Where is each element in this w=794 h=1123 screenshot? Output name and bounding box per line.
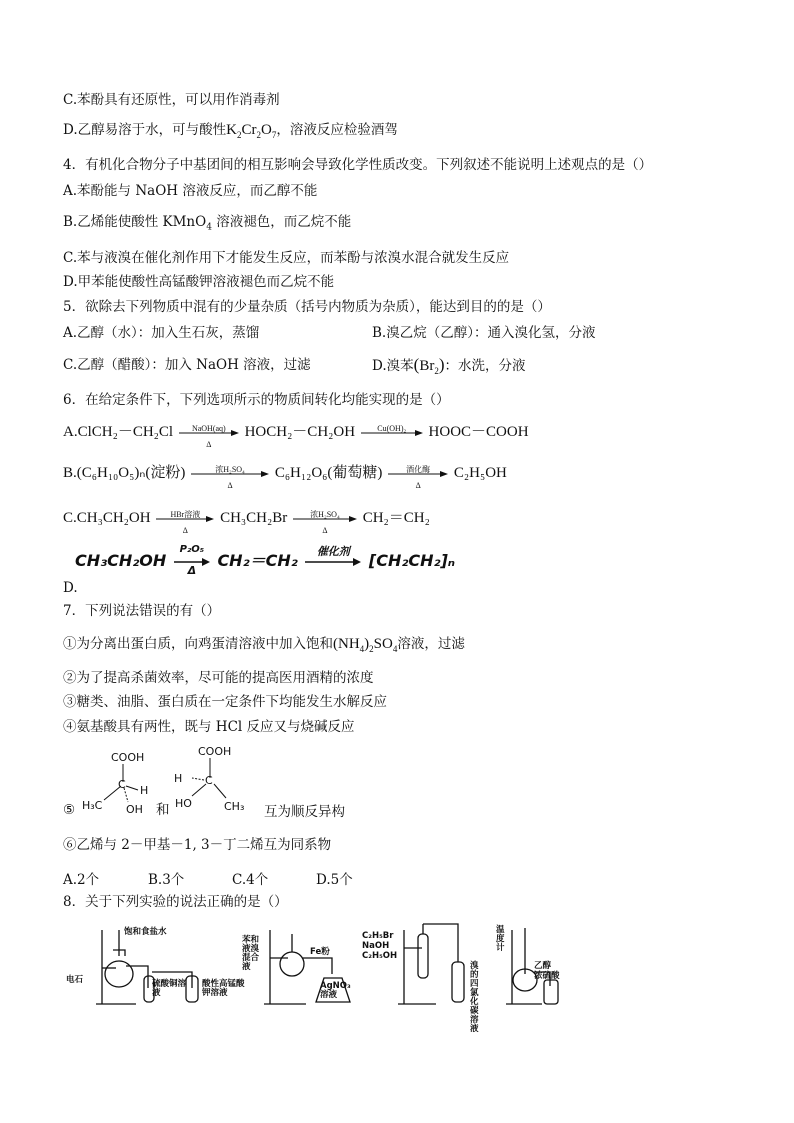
q6-stem: 6．在给定条件下，下列选项所示的物质间转化均能实现的是（） <box>63 392 450 408</box>
q7-item-5-number: ⑤ <box>63 802 76 818</box>
label-thermometer: 温度计 <box>496 925 505 953</box>
label-agno3: AgNO₃溶液 <box>320 981 351 1000</box>
label-conc-sulfuric: 浓硫酸 <box>534 971 560 981</box>
q5-option-d: D.溴苯$(Br_2)$：水洗，分液 <box>372 355 526 376</box>
q6-option-c: C.CH₃CH₂OH HBr溶液 Δ CH₃CH₂Br 浓H₂SO₄ Δ CH₂＝CH₂ <box>63 509 430 535</box>
q4-option-a: A.苯酚能与 NaOH 溶液反应，而乙醇不能 <box>63 183 318 199</box>
q7-item-2: ②为了提高杀菌效率，尽可能的提高医用酒精的浓度 <box>63 670 374 686</box>
label-benzene-bromine: 苯和液溴混合液 <box>242 935 260 972</box>
q7-option-b: B.3个 <box>148 872 185 888</box>
reaction-arrow: NaOH(aq) Δ <box>179 429 239 437</box>
label-acidic-kmno4: 酸性高锰酸钾溶液 <box>202 979 245 998</box>
label-bromoethane: C₂H₅Br <box>362 931 394 941</box>
q7-option-a: A.2个 <box>63 872 100 888</box>
apparatus-figure <box>66 922 566 1034</box>
label-naoh: NaOH <box>362 941 390 951</box>
q7-stem: 7．下列说法错误的有（） <box>63 603 221 619</box>
label-fe-powder: Fe粉 <box>310 947 330 957</box>
q7-item-4: ④氨基酸具有两性，既与 HCl 反应又与烧碱反应 <box>63 719 355 735</box>
q4-option-c: C.苯与液溴在催化剂作用下才能发生反应，而苯酚与浓溴水混合就发生反应 <box>63 250 510 266</box>
q7-item-3: ③糖类、油脂、蛋白质在一定条件下均能发生水解反应 <box>63 694 387 710</box>
q6-option-a: A.ClCH₂－CH₂Cl NaOH(aq) Δ HOCH₂－CH₂OH Cu(OH)₂ HOOC－COOH <box>63 423 529 449</box>
q7-option-c: C.4个 <box>232 872 269 888</box>
q3-option-d: D.乙醇易溶于水，可与酸性$K_2Cr_2O_7$，溶液反应检验酒驾 <box>63 122 398 140</box>
reaction-arrow: 浓H₂SO₄ Δ <box>293 515 357 523</box>
q7-option-d: D.5个 <box>316 872 353 888</box>
q7-item-6: ⑥乙烯与 2－甲基－1, 3－丁二烯互为同系物 <box>63 837 332 853</box>
q6-option-d-equation: CH₃CH₂OH P₂O₅ Δ CH₂＝CH₂ 催化剂 [CH₂CH₂]ₙ <box>75 543 456 577</box>
q7-item-5-text: 互为顺反异构 <box>264 804 345 820</box>
reaction-arrow: 浓H₂SO₄ Δ <box>191 470 269 478</box>
label-saturated-brine: 饱和食盐水 <box>124 927 167 937</box>
reaction-arrow: 催化剂 <box>305 558 361 566</box>
q6-option-b: B.(C₆H₁₀O₅)ₙ(淀粉) 浓H₂SO₄ Δ C₆H₁₂O₆(葡萄糖) 酒化酶 Δ C₂H₅OH <box>63 464 507 490</box>
q7-item-5-and: 和 <box>156 802 170 818</box>
q6-option-d-label: D. <box>63 580 78 596</box>
reaction-arrow: 酒化酶 Δ <box>388 470 448 478</box>
label-ethanol-d: 乙醇 <box>534 961 552 971</box>
reaction-arrow: P₂O₅ Δ <box>174 558 210 566</box>
reaction-arrow: HBr溶液 Δ <box>156 515 214 523</box>
q5-option-a: A.乙醇（水）：加入生石灰，蒸馏 <box>63 325 260 341</box>
label-copper-sulfate: 硫酸铜溶液 <box>152 979 187 998</box>
q8-stem: 8．关于下列实验的说法正确的是（） <box>63 894 288 910</box>
structure-right: COOH C H HO CH₃ <box>174 745 245 813</box>
q5-stem: 5．欲除去下列物质中混有的少量杂质（括号内物质为杂质），能达到目的的是（） <box>63 299 551 315</box>
label-ethanol: C₂H₅OH <box>362 951 398 961</box>
label-bromine-ccl4: 溴的四氯化碳溶液 <box>470 961 479 1034</box>
structure-left: COOH C H H₃C OH <box>82 751 149 816</box>
label-calcium-carbide: 电石 <box>66 975 84 985</box>
q4-option-d: D.甲苯能使酸性高锰酸钾溶液褪色而乙烷不能 <box>63 274 335 290</box>
reaction-arrow: Cu(OH)₂ <box>361 429 423 437</box>
q3-option-c: C.苯酚具有还原性，可以用作消毒剂 <box>63 92 280 108</box>
q7-item-1: ①为分离出蛋白质，向鸡蛋清溶液中加入饱和$(NH_4)_2SO_4$溶液，过滤 <box>63 636 465 654</box>
q5-option-b: B.溴乙烷（乙醇）：通入溴化氢，分液 <box>372 325 596 341</box>
q4-option-b: B.乙烯能使酸性 KMnO$_4$ 溶液褪色，而乙烷不能 <box>63 214 352 233</box>
q5-option-c: C.乙醇（醋酸）：加入 NaOH 溶液，过滤 <box>63 357 311 373</box>
q4-stem: 4．有机化合物分子中基团间的相互影响会导致化学性质改变。下列叙述不能说明上述观点的是（） <box>63 157 653 173</box>
